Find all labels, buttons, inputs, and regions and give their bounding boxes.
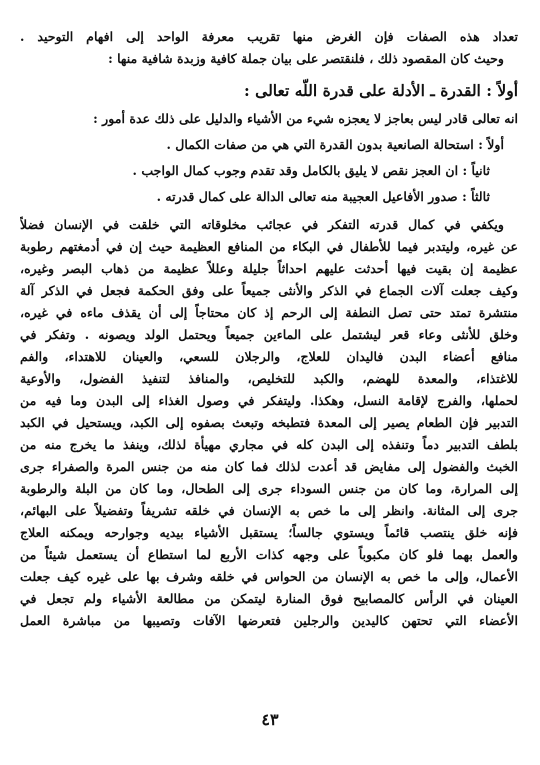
body-line: الخبث والفضول إلى مفايض قد أعدت لذلك فما كان منه من جنس المرة والصفراء جرى [20,459,518,474]
body-line: عظيمة إن بقيت فيها أحدثت عليهم احداثاً جليلة وعللاً عظيمة من ذهاب البصر وغيره، [20,261,518,276]
page-number: ٤٣ [261,710,279,729]
intro-line: وحيث كان المقصود ذلك ، فلنقتصر على بيان جملة كافية وزبدة شافية منها : [108,51,504,66]
body-line: جرى إلى المثانة. وانظر إلى ما خص به الإنسان في خلقه تشريفاً وتفضيلاً على البهائم، [20,503,518,518]
body-line: والعمل بهما فلو كان مكبوباً على وجهه كذات الأربع لما استطاع أن يستعمل شيئاً من [20,547,518,562]
proof-item: ثالثاً : صدور الأفاعيل العجيبة منه تعالى الدالة على كمال قدرته . [156,189,490,204]
body-line: إلى المرارة، وما كان من جنس السوداء جرى إلى الطحال، وما كان من البلة والرطوبة [20,481,518,496]
body-line: وخلق للأنثى وعاء قعر ليشتمل على الماءين جميعاً ويحتمل الولد ويصونه . وتفكر في [20,327,518,342]
body-line: منافع أعضاء البدن فاليدان للعلاج، والرجلان للسعي، والعينان للاهتداء، والفم [20,349,518,364]
body-line: فإنه خلق ينتصب قائماً ويستوي جالساً؛ يستقبل الأشياء بيديه وجوارحه ويمكنه العلاج [20,525,518,540]
body-line: العينان في الرأس كالمصابيح فوق المنارة ليتمكن من مطالعة الأشياء ولم تجعل في [20,591,518,606]
body-line: عن غيره، وليتدبر فيما للأطفال في البكاء من المنافع العظيمة حيث إن في أدمغتهم رطوبة [20,239,518,254]
body-line: التدبير فإن الطعام يصير إلى المعدة فتطبخه وتبعث بصفوه إلى الكبد، ويستحيل في الكبد [20,415,518,430]
proof-item: أولاً : استحالة الصانعية بدون القدرة التي هي من صفات الكمال . [166,137,504,152]
body-line: الأعضاء التي تحتهن كاليدين والرجلين فتعرضها الآفات وتصيبها من مباشرة العمل [20,613,518,628]
body-line: منتشرة تمتد حتى تصل النطفة إلى الرحم إذ كان محتاجاً إلى أن يقذف ماءه في غيره، [20,305,518,320]
intro-line: تعداد هذه الصفات فإن الغرض منها تقريب معرفة الواحد إلى افهام التوحيد . [20,29,518,44]
premise-line: انه تعالى قادر ليس بعاجز لا يعجزه شيء من الأشياء والدليل على ذلك عدة أمور : [93,111,518,126]
body-line: وكيف جعلت آلات الجماع في الذكر والأنثى جميعاً على وفق الحكمة فجعل في الذكر آلة [20,283,518,298]
proof-item: ثانياً : ان العجز نقص لا يليق بالكامل وقد تقدم وجوب كمال الواجب . [132,163,490,178]
section-heading: أولاً : القدرة ـ الأدلة على قدرة اللّه تعالى : [244,81,518,100]
body-line: الأعمال، وإلى ما خص به الإنسان من الحواس في خلقه وشرف بها على غيره كيف جعلت [20,569,518,584]
body-line: ويكفي في كمال قدرته التفكر في عجائب مخلوقاته التي خلقت في الإنسان فضلاً [20,217,504,232]
body-line: بلطف التدبير دماً وتنفذه إلى البدن كله في مجاري مهيأة لذلك، وينفذ ما يخرج منه من [20,437,518,452]
body-line: لحملها، والفرج لإقامة النسل، وهكذا. وليتفكر في وصول الغذاء إلى البدن وما فيه من [20,393,518,408]
body-line: للاغتذاء، والمعدة للهضم، والكبد للتخليص، والمنافذ لتنفيذ الفضول، والأوعية [20,371,518,386]
